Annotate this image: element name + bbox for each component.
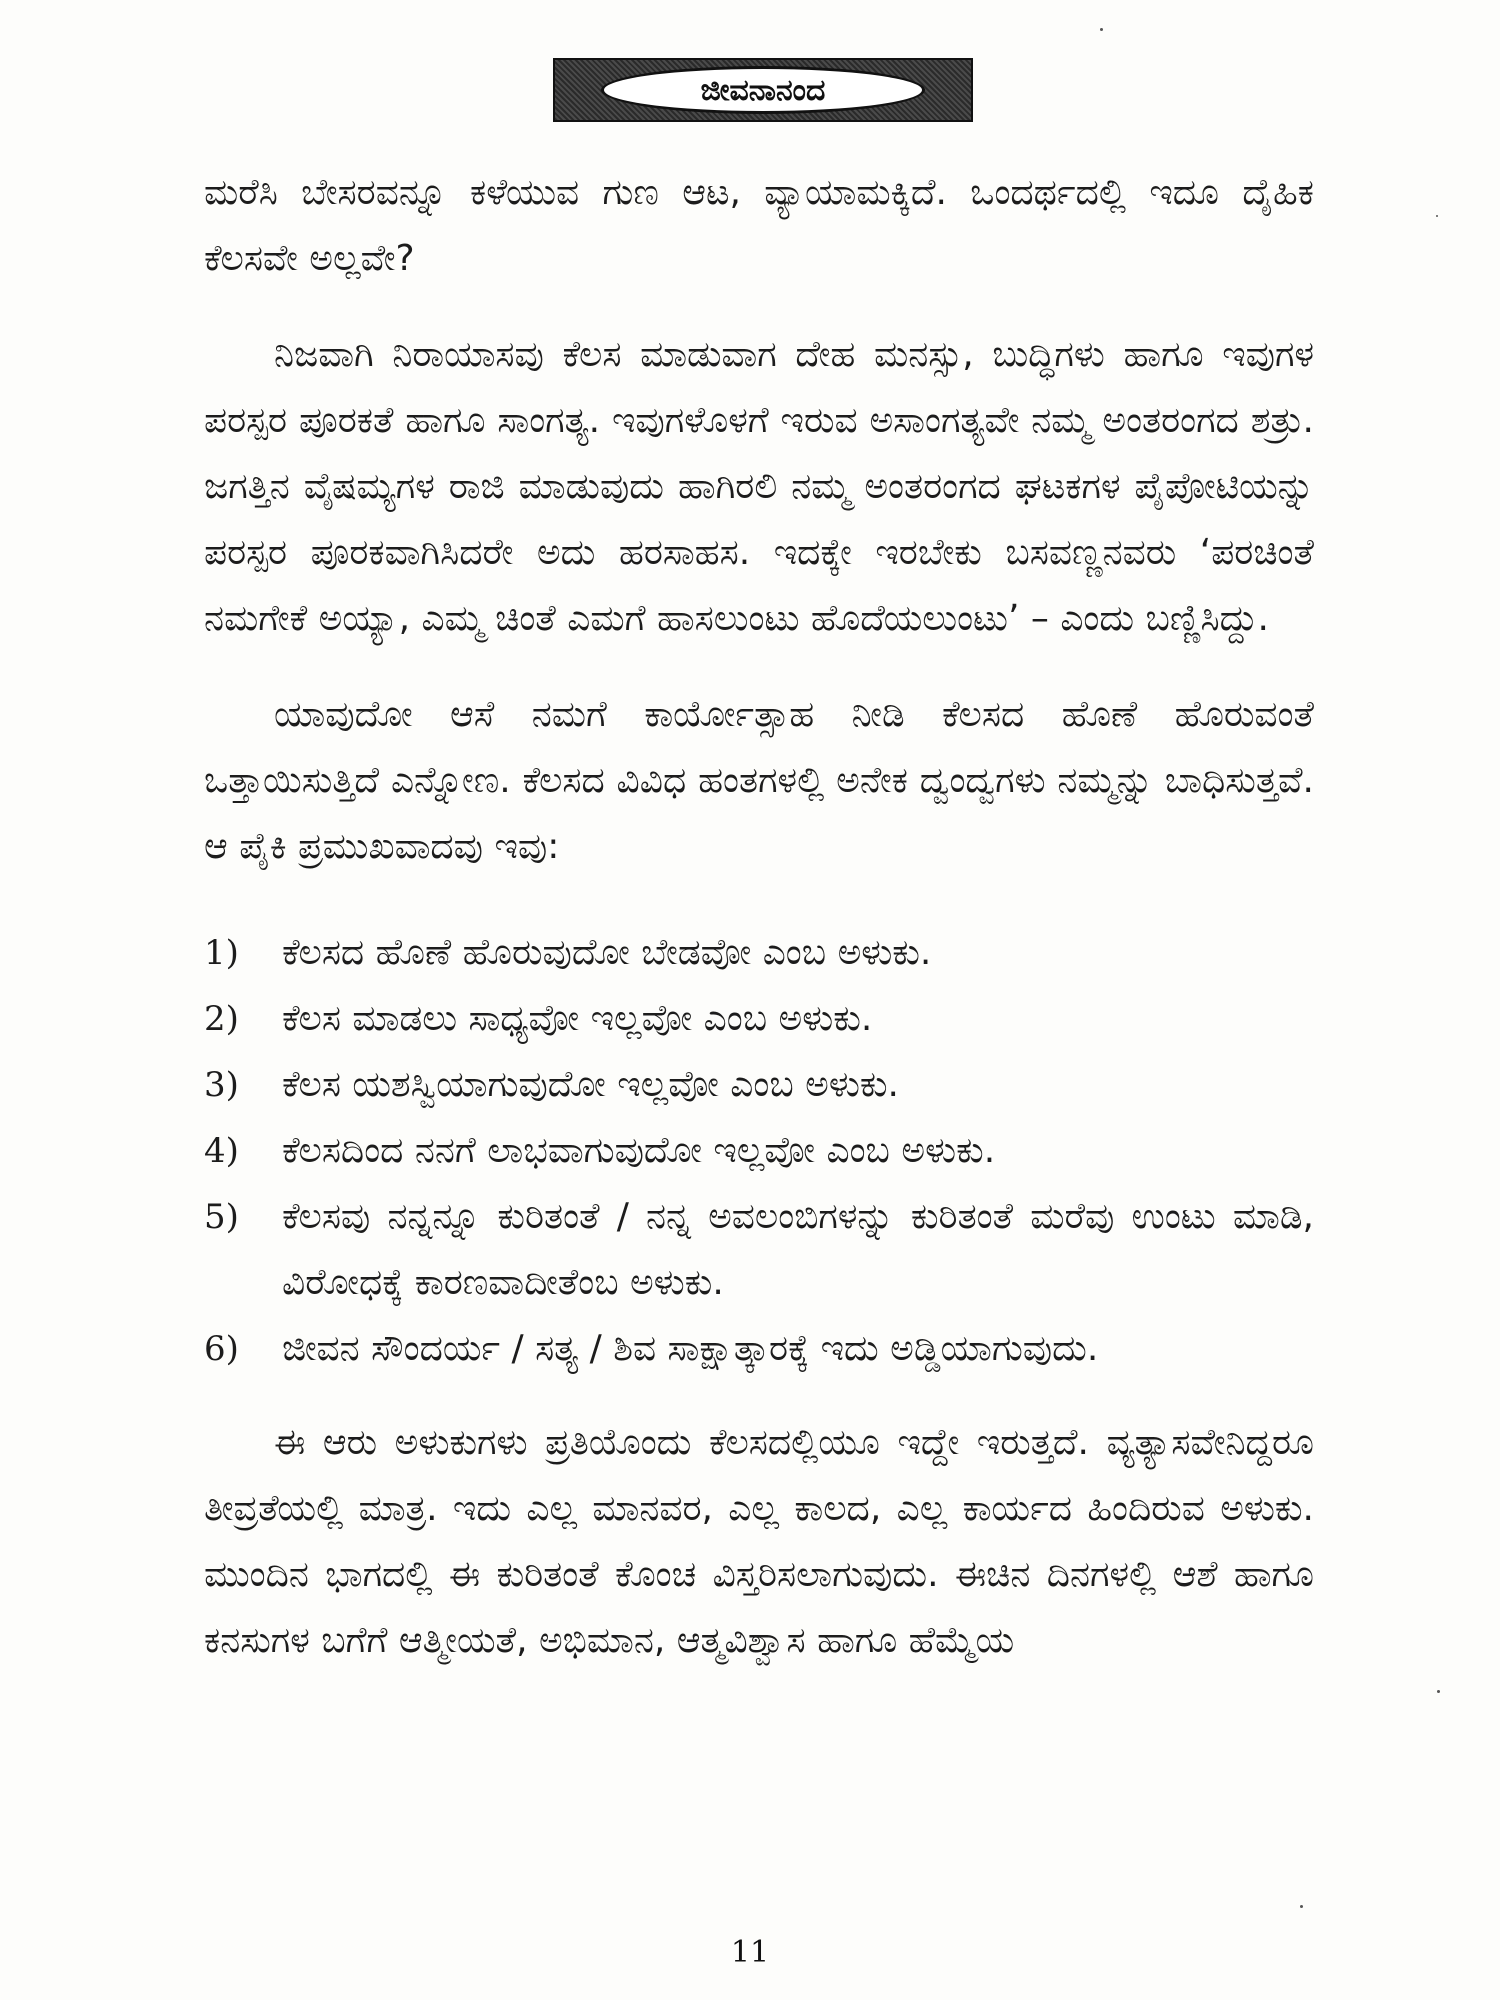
page-title: ಜೀವನಾನಂದ (700, 72, 826, 108)
list-item (204, 920, 1314, 986)
list-item (204, 1118, 1314, 1184)
list-text: ಕೆಲಸ ಯಶಸ್ವಿಯಾಗುವುದೋ ಇಲ್ಲವೋ ಎಂಬ ಅಳುಕು. (282, 1064, 899, 1105)
header-oval (601, 66, 925, 114)
scan-speck (1300, 1905, 1303, 1908)
paragraph-1: ಮರೆಸಿ ಬೇಸರವನ್ನೂ ಕಳೆಯುವ ಗುಣ ಆಟ, ವ್ಯಾಯಾಮಕ್ಕಿದೆ. ಒಂದರ್ಥದಲ್ಲಿ ಇದೂ ದೈಹಿಕ ಕೆಲಸವೇ ಅಲ್ಲವೇ? (204, 172, 1314, 279)
list-number: 6) (204, 1329, 239, 1369)
paragraph-2: ನಿಜವಾಗಿ ನಿರಾಯಾಸವು ಕೆಲಸ ಮಾಡುವಾಗ ದೇಹ ಮನಸ್ಸು, ಬುದ್ಧಿಗಳು ಹಾಗೂ ಇವುಗಳ ಪರಸ್ಪರ ಪೂರಕತೆ ಹಾಗೂ ಸಾಂಗತ್ಯ. ಇವುಗಳೊಳಗೆ ಇರುವ ಅಸಾಂಗತ್ಯವೇ ನಮ್ಮ ಅಂತರಂಗದ ಶತ್ರು. ಜಗತ್ತಿನ ವೈಷಮ್ಯಗಳ ರಾಜಿ ಮಾಡುವುದು ಹಾಗಿರಲಿ ನಮ್ಮ ಅಂತರಂಗದ ಘಟಕಗಳ ಪೈಪೋಟಿಯನ್ನು ಪರಸ್ಪರ ಪೂರಕವಾಗಿಸಿದರೇ ಅದು ಹರಸಾಹಸ. ಇದಕ್ಕೇ ಇರಬೇಕು ಬಸವಣ್ಣನವರು ‘ಪರಚಿಂತೆ ನಮಗೇಕೆ ಅಯ್ಯಾ, ಎಮ್ಮ ಚಿಂತೆ ಎಮಗೆ ಹಾಸಲುಂಟು ಹೊದೆಯಲುಂಟು’ – ಎಂದು ಬಣ್ಣಿಸಿದ್ದು. (204, 334, 1314, 639)
list-item (204, 1184, 1314, 1316)
scan-speck (1437, 1690, 1440, 1693)
scan-speck (1436, 215, 1438, 217)
paragraph-3: ಯಾವುದೋ ಆಸೆ ನಮಗೆ ಕಾರ್ಯೋತ್ಸಾಹ ನೀಡಿ ಕೆಲಸದ ಹೊಣೆ ಹೊರುವಂತೆ ಒತ್ತಾಯಿಸುತ್ತಿದೆ ಎನ್ನೋಣ. ಕೆಲಸದ ವಿವಿಧ ಹಂತಗಳಲ್ಲಿ ಅನೇಕ ದ್ವಂದ್ವಗಳು ನಮ್ಮನ್ನು ಬಾಧಿಸುತ್ತವೆ. ಆ ಪೈಕಿ ಪ್ರಮುಖವಾದವು ಇವು: (204, 694, 1314, 867)
list-item (204, 1316, 1314, 1382)
list-text: ಕೆಲಸದಿಂದ ನನಗೆ ಲಾಭವಾಗುವುದೋ ಇಲ್ಲವೋ ಎಂಬ ಅಳುಕು. (282, 1130, 996, 1171)
closing-paragraph: ಈ ಆರು ಅಳುಕುಗಳು ಪ್ರತಿಯೊಂದು ಕೆಲಸದಲ್ಲಿಯೂ ಇದ್ದೇ ಇರುತ್ತದೆ. ವ್ಯತ್ಯಾಸವೇನಿದ್ದರೂ ತೀವ್ರತೆಯಲ್ಲಿ ಮಾತ್ರ. ಇದು ಎಲ್ಲ ಮಾನವರ, ಎಲ್ಲ ಕಾಲದ, ಎಲ್ಲ ಕಾರ್ಯದ ಹಿಂದಿರುವ ಅಳುಕು. ಮುಂದಿನ ಭಾಗದಲ್ಲಿ ಈ ಕುರಿತಂತೆ ಕೊಂಚ ವಿಸ್ತರಿಸಲಾಗುವುದು. ಈಚಿನ ದಿನಗಳಲ್ಲಿ ಆಶೆ ಹಾಗೂ ಕನಸುಗಳ ಬಗೆಗೆ ಆತ್ಮೀಯತೆ, ಅಭಿಮಾನ, ಆತ್ಮವಿಶ್ವಾಸ ಹಾಗೂ ಹೆಮ್ಮೆಯ (204, 1422, 1314, 1661)
list-number: 3) (204, 1065, 239, 1105)
list-item (204, 1052, 1314, 1118)
list-number: 5) (204, 1197, 239, 1237)
list-item (204, 986, 1314, 1052)
list-text: ಕೆಲಸ ಮಾಡಲು ಸಾಧ್ಯವೋ ಇಲ್ಲವೋ ಎಂಬ ಅಳುಕು. (282, 998, 873, 1039)
list-text: ಕೆಲಸದ ಹೊಣೆ ಹೊರುವುದೋ ಬೇಡವೋ ಎಂಬ ಅಳುಕು. (282, 932, 932, 973)
list-number: 1) (204, 933, 239, 973)
list-number: 4) (204, 1131, 239, 1171)
page-content (204, 160, 1314, 1704)
scan-speck (1100, 28, 1103, 31)
list-number: 2) (204, 999, 239, 1039)
list-text: ಕೆಲಸವು ನನ್ನನ್ನೂ ಕುರಿತಂತೆ / ನನ್ನ ಅವಲಂಬಿಗಳನ್ನು ಕುರಿತಂತೆ ಮರೆವು ಉಂಟು ಮಾಡಿ, ವಿರೋಧಕ್ಕೆ ಕಾರಣವಾದೀತೆಂಬ ಅಳುಕು. (282, 1196, 1314, 1303)
page-number: 11 (730, 1935, 770, 1970)
list-text: ಜೀವನ ಸೌಂದರ್ಯ / ಸತ್ಯ / ಶಿವ ಸಾಕ್ಷಾತ್ಕಾರಕ್ಕೆ ಇದು ಅಡ್ಡಿಯಾಗುವುದು. (282, 1328, 1099, 1369)
numbered-list (204, 920, 1314, 1382)
header-banner (553, 58, 973, 122)
